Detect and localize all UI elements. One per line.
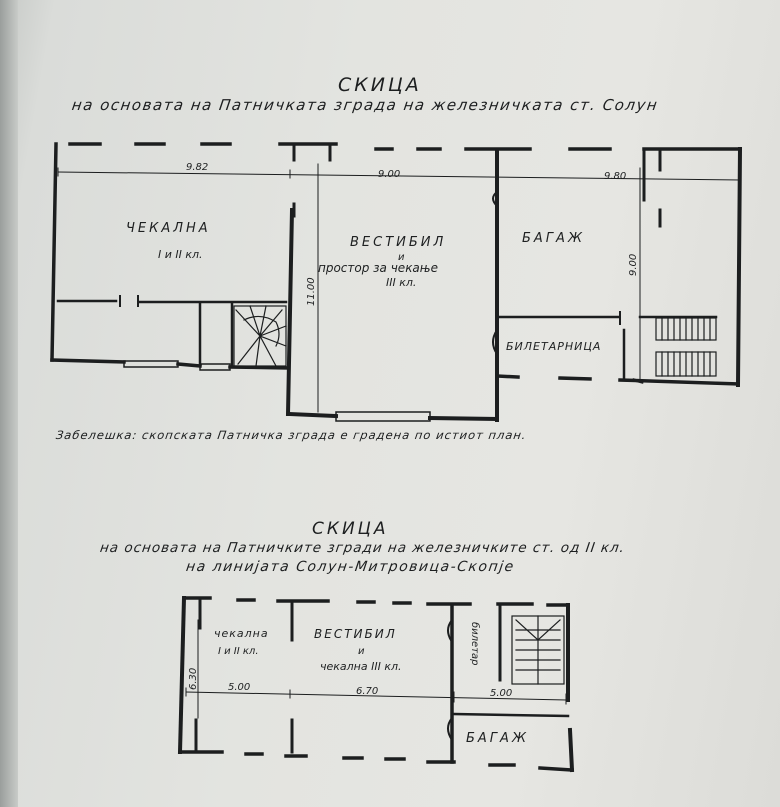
plan1-dim-vestibule: 11.00 — [306, 277, 317, 306]
plan2-left-wall — [180, 598, 184, 752]
plan1-room-vestibule: ВЕСТИБИЛ — [350, 235, 447, 250]
plan2-room-waiting-class: I и II кл. — [218, 646, 259, 657]
plan1-vestibule-left-wall — [288, 210, 292, 414]
plan2-dim-middle: 6.70 — [356, 686, 379, 697]
plan-note: Забелешка: скопската Патничка зграда е градена по истиот план. — [55, 428, 528, 442]
plan2-subtitle-line2: на линијата Солун-Митровица-Скопје — [184, 559, 516, 575]
plan1-room-vestibule-desc: простор за чекање — [318, 261, 438, 275]
plan1-dim-middle: 9.00 — [378, 169, 401, 180]
plan1-title: СКИЦА — [338, 74, 422, 96]
plan1-room-tickets: БИЛЕТАРНИЦА — [506, 340, 602, 353]
plan1-room-baggage: БАГАЖ — [522, 231, 585, 246]
plan2-dim-height: 6.30 — [188, 667, 199, 690]
plan2-subtitle-line1: на основата на Патничките згради на железничките ст. од II кл. — [98, 540, 627, 556]
plan2-room-vestibule: ВЕСТИБИЛ — [314, 627, 397, 641]
plan2-bottom-wall — [180, 752, 572, 770]
plan2-room-waiting: чекална — [214, 627, 269, 640]
plan1-dim-right: 9.80 — [604, 171, 627, 182]
plan1-room-vestibule-and: и — [398, 252, 405, 263]
plan1-room-waiting-class: I и II кл. — [158, 248, 203, 261]
plan1-spiral-stair — [234, 306, 286, 366]
plan1-room-waiting: ЧЕКАЛНА — [126, 221, 211, 236]
plan1-room-vestibule-class: III кл. — [386, 276, 417, 289]
plan2-room-baggage: БАГАЖ — [466, 731, 529, 746]
plan1-subtitle: на основата на Патничката зграда на железничката ст. Солун — [70, 96, 660, 114]
plan2-room-tickets: билетар — [469, 622, 480, 666]
plan1-straight-stairs — [656, 318, 716, 376]
plan2-dim-left: 5.00 — [228, 682, 251, 693]
plan1-top-wall — [70, 144, 740, 149]
plan2-stairs — [512, 616, 564, 684]
plan1-dim-baggage: 9.00 — [628, 253, 639, 276]
plan2-top-wall — [184, 598, 568, 605]
plan2-title: СКИЦА — [312, 519, 389, 539]
plan2-dim-right: 5.00 — [490, 688, 513, 699]
plan2-room-vestibule-desc: чекална III кл. — [320, 660, 402, 673]
plan2-room-vestibule-and: и — [358, 646, 365, 657]
plan1-dim-left: 9.82 — [186, 162, 209, 173]
plan1-left-wall — [52, 144, 56, 360]
